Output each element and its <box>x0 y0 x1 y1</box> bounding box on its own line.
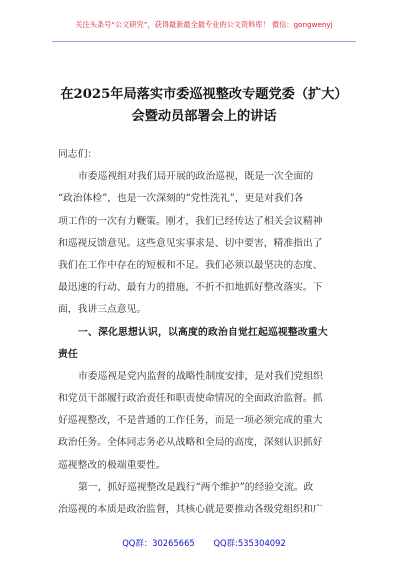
footer-qq-group-2: QQ群:535304092 <box>213 538 286 548</box>
paragraph-line: 治巡视的本质是政治监督，其核心就是要推动各级党组织和广 <box>58 504 323 515</box>
paragraph-line: 项工作的一次有力鞭策。刚才，我们已经传达了相关会议精神 <box>58 215 323 227</box>
paragraph-line: 巡视整改的极端重要性。 <box>58 459 166 471</box>
document-title <box>40 84 368 128</box>
paragraph-line: 面，我讲三点意见。 <box>58 304 147 316</box>
paragraph-line: 和党员干部履行政治责任和职责使命情况的全面政治监督。抓 <box>58 393 323 405</box>
document-body <box>58 144 351 521</box>
paragraph-line: 第一，抓好巡视整改是践行“两个维护”的经验交流。政 <box>78 481 314 493</box>
footer-contact <box>0 537 408 549</box>
title-line-1: 在2025年局落实市委巡视整改专题党委（扩大） <box>60 87 348 102</box>
section-heading: 一、深化思想认识，以高度的政治自觉扛起巡视整改重大 <box>78 326 328 338</box>
paragraph-line: 最迅速的行动、最有力的措施，不折不扣地抓好整改落实。下 <box>58 282 323 294</box>
paragraph-line: 市委巡视组对我们局开展的政治巡视，既是一次全面的 <box>78 171 314 183</box>
section-heading: 责任 <box>58 348 78 360</box>
paragraph-line: 和巡视反馈意见。这些意见实事求是、切中要害，精准指出了 <box>58 237 323 249</box>
paragraph-line: 我们在工作中存在的短板和不足。我们必须以最坚决的态度、 <box>58 259 323 271</box>
paragraph-line: 市委巡视是党内监督的战略性制度安排，是对我们党组织 <box>78 370 323 382</box>
title-line-2: 会暨动员部署会上的讲话 <box>131 109 277 124</box>
header-divider <box>52 41 356 42</box>
header-banner: 关注头条号“公文研究”，获得最新最全最专业的公文资料库！ 微信：gongwenyj <box>75 20 333 29</box>
salutation: 同志们： <box>58 149 98 160</box>
paragraph-line: 政治任务。全体同志务必从战略和全局的高度，深刻认识抓好 <box>58 437 323 449</box>
footer-qq-group-1: QQ群：30265665 <box>122 538 195 548</box>
paragraph-line: 好巡视整改，不是普通的工作任务，而是一项必须完成的重大 <box>58 415 323 427</box>
paragraph-line: “政治体检”，也是一次深刻的“党性洗礼”，更是对我们各 <box>58 193 304 205</box>
